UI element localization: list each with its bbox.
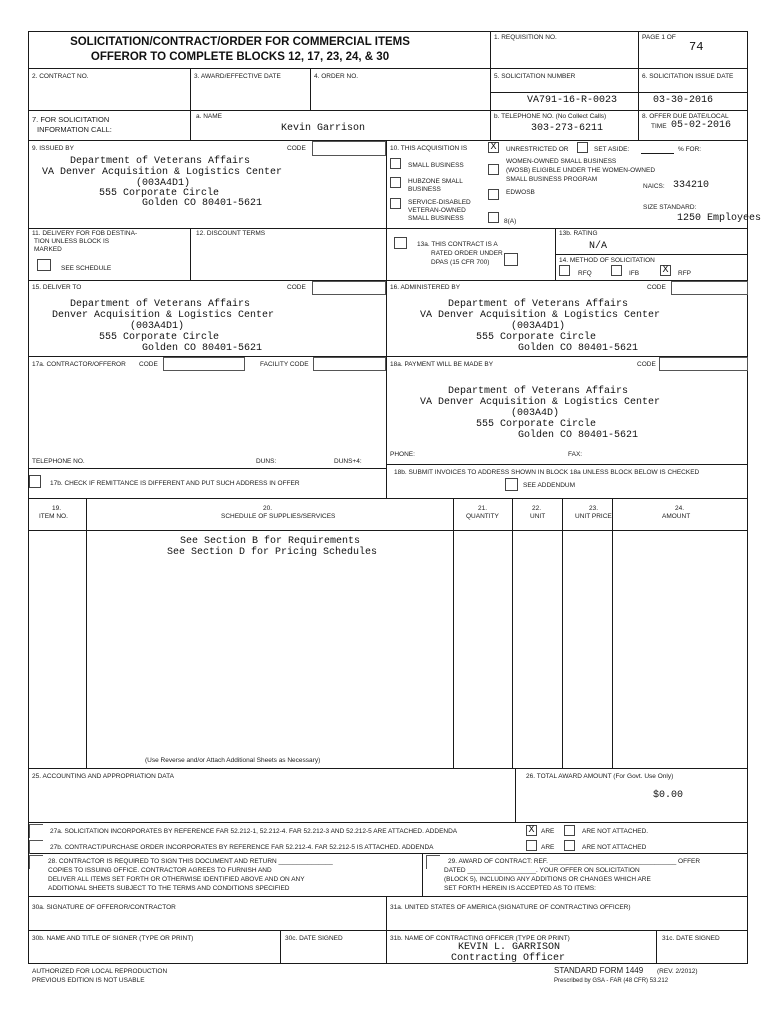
c28-line-4: ADDITIONAL SHEETS SUBJECT TO THE TERMS AND CONDITIONS SPECIFIED (48, 885, 290, 892)
duns-label: DUNS: (256, 458, 277, 465)
issued-by-line-3: (003A4D1) (136, 178, 191, 189)
administered-by-label: 16. ADMINISTERED BY (390, 284, 461, 291)
c29-line-3: (BLOCK 5), INCLUDING ANY ADDITIONS OR CHANGES WHICH ARE (444, 876, 651, 883)
accounting-label: 25. ACCOUNTING AND APPROPRIATION DATA (32, 773, 174, 780)
deliver-to-code-field[interactable] (312, 281, 386, 295)
c29-line-4: SET FORTH HEREIN IS ACCEPTED AS TO ITEMS: (444, 885, 596, 892)
prescribed-by: Prescribed by GSA - FAR (48 CFR) 53.212 (554, 978, 669, 984)
officer-date-label: 31c. DATE SIGNED (662, 935, 720, 942)
schedule-line-1: See Section B for Requirements (180, 536, 361, 547)
facility-code-field[interactable] (313, 357, 386, 371)
small-business-label: SMALL BUSINESS (408, 162, 464, 169)
info-call-label: 7. FOR SOLICITATION (32, 115, 110, 124)
see-schedule-checkbox[interactable] (37, 259, 51, 271)
ifb-label: IFB (629, 270, 640, 277)
see-addendum-label: SEE ADDENDUM (523, 482, 576, 489)
schedule-line-2: See Section D for Pricing Schedules (167, 547, 378, 558)
c29-checkbox[interactable] (426, 855, 440, 869)
remittance-label: 17b. CHECK IF REMITTANCE IS DIFFERENT AND PUT SUCH ADDRESS IN OFFER (50, 480, 300, 487)
rated-order-label-2: RATED ORDER UNDER (431, 250, 503, 257)
col-amount-num: 24. (675, 505, 685, 512)
officer-name: KEVIN L. GARRISON (458, 942, 561, 953)
pct-for-label: % FOR: (678, 146, 702, 153)
c27a-checkbox[interactable] (29, 824, 43, 838)
see-schedule-label: SEE SCHEDULE (61, 265, 112, 272)
c27b-not-attached-label: ARE NOT ATTACHED (582, 844, 647, 851)
issued-by-line-1: Department of Veterans Affairs (70, 156, 251, 167)
c27b-not-attached-checkbox[interactable] (564, 840, 575, 851)
c27b-label: 27b. CONTRACT/PURCHASE ORDER INCORPORATES BY REFERENCE FAR 52.212-4. FAR 52.212-5 IS ATTACHED. ADDENDA (50, 844, 434, 851)
size-standard: 1250 Employees (677, 213, 762, 224)
ifb-checkbox[interactable] (611, 265, 622, 276)
administered-by-line-3: (003A4D1) (511, 321, 566, 332)
rating-value-box[interactable] (504, 253, 518, 266)
remittance-checkbox[interactable] (29, 475, 41, 488)
payment-code-label: CODE (637, 361, 656, 368)
signature-officer-label: 31a. UNITED STATES OF AMERICA (SIGNATURE OF CONTRACTING OFFICER) (390, 904, 631, 911)
col-schedule: SCHEDULE OF SUPPLIES/SERVICES (221, 513, 336, 520)
method-label: 14. METHOD OF SOLICITATION (559, 257, 655, 264)
deliver-to-line-3: (003A4D1) (130, 321, 185, 332)
col-schedule-num: 20. (263, 505, 273, 512)
form-subtitle: OFFEROR TO COMPLETE BLOCKS 12, 17, 23, 24, & 30 (90, 51, 390, 63)
c28-checkbox[interactable] (29, 855, 43, 869)
edwosb-label: EDWOSB (506, 189, 535, 196)
discount-terms-label: 12. DISCOUNT TERMS (196, 230, 266, 237)
issued-by-code-field[interactable] (312, 141, 386, 156)
sdvosb-checkbox[interactable] (390, 198, 401, 209)
c28-line-1: 28. CONTRACTOR IS REQUIRED TO SIGN THIS DOCUMENT AND RETURN _______________ (48, 858, 333, 865)
payment-code-field[interactable] (659, 357, 748, 371)
wosb-checkbox[interactable] (488, 164, 499, 175)
solicitation-no-label: 5. SOLICITATION NUMBER (494, 73, 576, 80)
administered-by-code-label: CODE (647, 284, 666, 291)
telephone-label: TELEPHONE NO. (32, 458, 85, 465)
issue-date-label: 6. SOLICITATION ISSUE DATE (642, 73, 734, 80)
naics-code: 334210 (673, 180, 710, 191)
issued-by-line-4: 555 Corporate Circle (99, 188, 220, 199)
form-title: SOLICITATION/CONTRACT/ORDER FOR COMMERCIAL ITEMS (70, 36, 410, 48)
deliver-to-line-5: Golden CO 80401-5621 (142, 343, 263, 354)
administered-by-code-field[interactable] (671, 281, 748, 295)
submit-invoices-label: 18b. SUBMIT INVOICES TO ADDRESS SHOWN IN BLOCK 18a UNLESS BLOCK BELOW IS CHECKED (394, 469, 700, 476)
issued-by-line-2: VA Denver Acquisition & Logistics Center (42, 167, 283, 178)
c29-line-1: 29. AWARD OF CONTRACT: REF. ___________________________________ OFFER (448, 858, 701, 865)
addenda-not-attached-checkbox[interactable] (564, 825, 575, 836)
see-addendum-checkbox[interactable] (505, 478, 518, 491)
total-award-label: 26. TOTAL AWARD AMOUNT (For Govt. Use Only) (526, 773, 674, 780)
authorized-reproduction: AUTHORIZED FOR LOCAL REPRODUCTION (32, 968, 168, 975)
c27b-checkbox[interactable] (29, 840, 43, 854)
contractor-code-field[interactable] (163, 357, 245, 371)
contract-no-label: 2. CONTRACT NO. (32, 73, 89, 80)
form-revision: (REV. 2/2012) (657, 968, 698, 975)
payment-line-5: Golden CO 80401-5621 (518, 430, 639, 441)
rated-order-label: 13a. THIS CONTRACT IS A (417, 241, 498, 248)
solicitation-number: VA791-16-R-0023 (527, 95, 618, 106)
c27b-are-label: ARE (541, 844, 555, 851)
eight-a-checkbox[interactable] (488, 212, 499, 223)
addenda-are-label: ARE (541, 828, 555, 835)
issue-date: 03-30-2016 (653, 95, 714, 106)
hubzone-checkbox[interactable] (390, 177, 401, 188)
offer-due-date: 05-02-2016 (671, 120, 732, 131)
hubzone-label-2: BUSINESS (408, 186, 441, 193)
col-unit: UNIT (530, 513, 546, 520)
c29-line-2: DATED ___________________. YOUR OFFER ON SOLICITATION (444, 867, 640, 874)
addenda-are-checkbox[interactable]: X (526, 825, 537, 836)
wosb-label-3: SMALL BUSINESS PROGRAM (506, 176, 598, 183)
c27a-label: 27a. SOLICITATION INCORPORATES BY REFERENCE FAR 52.212-1, 52.212-4. FAR 52.212-3 AND 52.212-5 ARE ATTACHED. ADDENDA (50, 828, 458, 835)
payment-fax-label: FAX: (568, 451, 583, 458)
award-date-label: 3. AWARD/EFFECTIVE DATE (194, 73, 281, 80)
duns4-label: DUNS+4: (334, 458, 362, 465)
set-aside-label: SET ASIDE: (594, 146, 630, 153)
rfp-label: RFP (678, 270, 691, 277)
administered-by-line-1: Department of Veterans Affairs (448, 299, 629, 310)
due-time-label: TIME (651, 123, 667, 130)
unrestricted-label: UNRESTRICTED OR (506, 146, 569, 153)
administered-by-line-4: 555 Corporate Circle (476, 332, 597, 343)
col-unit-price: UNIT PRICE (575, 513, 612, 520)
rating-value: N/A (589, 241, 608, 252)
issued-by-code-label: CODE (287, 145, 306, 152)
contact-phone: 303-273-6211 (531, 123, 604, 134)
col-amount: AMOUNT (662, 513, 691, 520)
facility-code-label: FACILITY CODE (260, 361, 309, 368)
small-business-checkbox[interactable] (390, 158, 401, 169)
rating-label: 13b. RATING (559, 230, 598, 237)
wosb-label: WOMEN-OWNED SMALL BUSINESS (506, 158, 617, 165)
name-label: a. NAME (196, 113, 223, 120)
sdvosb-label: SERVICE-DISABLED (408, 199, 471, 206)
wosb-label-2: (WOSB) ELIGIBLE UNDER THE WOMEN-OWNED (506, 167, 656, 174)
col-unit-num: 22. (532, 505, 542, 512)
administered-by-line-5: Golden CO 80401-5621 (518, 343, 639, 354)
issued-by-label: 9. ISSUED BY (32, 145, 74, 152)
rfq-checkbox[interactable] (559, 265, 570, 276)
col-item-no-num: 19. (52, 505, 62, 512)
schedule-footnote: (Use Reverse and/or Attach Additional Sheets as Necessary) (145, 757, 321, 764)
officer-title: Contracting Officer (451, 953, 566, 964)
edwosb-checkbox[interactable] (488, 189, 499, 200)
c27b-are-checkbox[interactable] (526, 840, 537, 851)
unrestricted-checkbox[interactable]: X (488, 142, 499, 153)
due-date-label: 8. OFFER DUE DATE/LOCAL (642, 113, 729, 120)
offeror-date-label: 30c. DATE SIGNED (285, 935, 343, 942)
eight-a-label: 8(A) (504, 218, 517, 225)
deliver-to-line-1: Department of Veterans Affairs (70, 299, 251, 310)
payment-label: 18a. PAYMENT WILL BE MADE BY (390, 361, 494, 368)
total-award-amount: $0.00 (653, 790, 684, 801)
page-label: PAGE 1 OF (642, 34, 676, 41)
contractor-label: 17a. CONTRACTOR/OFFEROR (32, 361, 126, 368)
set-aside-pct-line (641, 153, 674, 154)
form-number: STANDARD FORM 1449 (554, 966, 644, 975)
c28-line-2: COPIES TO ISSUING OFFICE. CONTRACTOR AGREES TO FURNISH AND (48, 867, 272, 874)
delivery-label-3: MARKED (34, 246, 62, 253)
payment-line-4: 555 Corporate Circle (476, 419, 597, 430)
issued-by-line-5: Golden CO 80401-5621 (142, 198, 263, 209)
rfp-checkbox[interactable]: X (660, 265, 671, 276)
deliver-to-line-4: 555 Corporate Circle (99, 332, 220, 343)
col-item-no: ITEM NO. (39, 513, 68, 520)
requisition-label: 1. REQUISITION NO. (494, 34, 557, 41)
contractor-code-label: CODE (139, 361, 158, 368)
deliver-to-line-2: Denver Acquisition & Logistics Center (52, 310, 275, 321)
signature-offeror-label: 30a. SIGNATURE OF OFFEROR/CONTRACTOR (32, 904, 176, 911)
size-standard-label: SIZE STANDARD: (643, 204, 697, 211)
delivery-label-2: TION UNLESS BLOCK IS (34, 238, 110, 245)
sdvosb-label-2: VETERAN-OWNED (408, 207, 466, 214)
hubzone-label: HUBZONE SMALL (408, 178, 463, 185)
administered-by-line-2: VA Denver Acquisition & Logistics Center (420, 310, 661, 321)
col-unit-price-num: 23. (589, 505, 599, 512)
contact-name: Kevin Garrison (281, 123, 366, 134)
signer-name-label: 30b. NAME AND TITLE OF SIGNER (TYPE OR PRINT) (32, 935, 194, 942)
payment-line-1: Department of Veterans Affairs (448, 386, 629, 397)
delivery-label: 11. DELIVERY FOR FOB DESTINA- (32, 230, 138, 237)
deliver-to-label: 15. DELIVER TO (32, 284, 82, 291)
acquisition-label: 10. THIS ACQUISITION IS (390, 145, 468, 152)
payment-line-3: (003A4D) (511, 408, 560, 419)
naics-label: NAICS: (643, 183, 665, 190)
info-call-label-2: INFORMATION CALL: (37, 125, 112, 134)
rfq-label: RFQ (578, 270, 592, 277)
previous-edition: PREVIOUS EDITION IS NOT USABLE (32, 977, 145, 984)
addenda-not-attached-label: ARE NOT ATTACHED. (582, 828, 649, 835)
sdvosb-label-3: SMALL BUSINESS (408, 215, 464, 222)
set-aside-checkbox[interactable] (577, 142, 588, 153)
rated-order-label-3: DPAS (15 CFR 700) (431, 259, 490, 266)
col-quantity-num: 21. (478, 505, 488, 512)
payment-line-2: VA Denver Acquisition & Logistics Center (420, 397, 661, 408)
telephone-row-rule (28, 468, 386, 469)
rated-order-checkbox[interactable] (394, 237, 407, 249)
order-no-label: 4. ORDER NO. (314, 73, 359, 80)
col-quantity: QUANTITY (466, 513, 499, 520)
deliver-to-code-label: CODE (287, 284, 306, 291)
officer-name-label: 31b. NAME OF CONTRACTING OFFICER (TYPE OR PRINT) (390, 935, 570, 942)
phone-label: b. TELEPHONE NO. (No Collect Calls) (494, 113, 607, 120)
c28-line-3: DELIVER ALL ITEMS SET FORTH OR OTHERWISE IDENTIFIED ABOVE AND ON ANY (48, 876, 305, 883)
page-count: 74 (689, 40, 704, 54)
payment-phone-label: PHONE: (390, 451, 415, 458)
